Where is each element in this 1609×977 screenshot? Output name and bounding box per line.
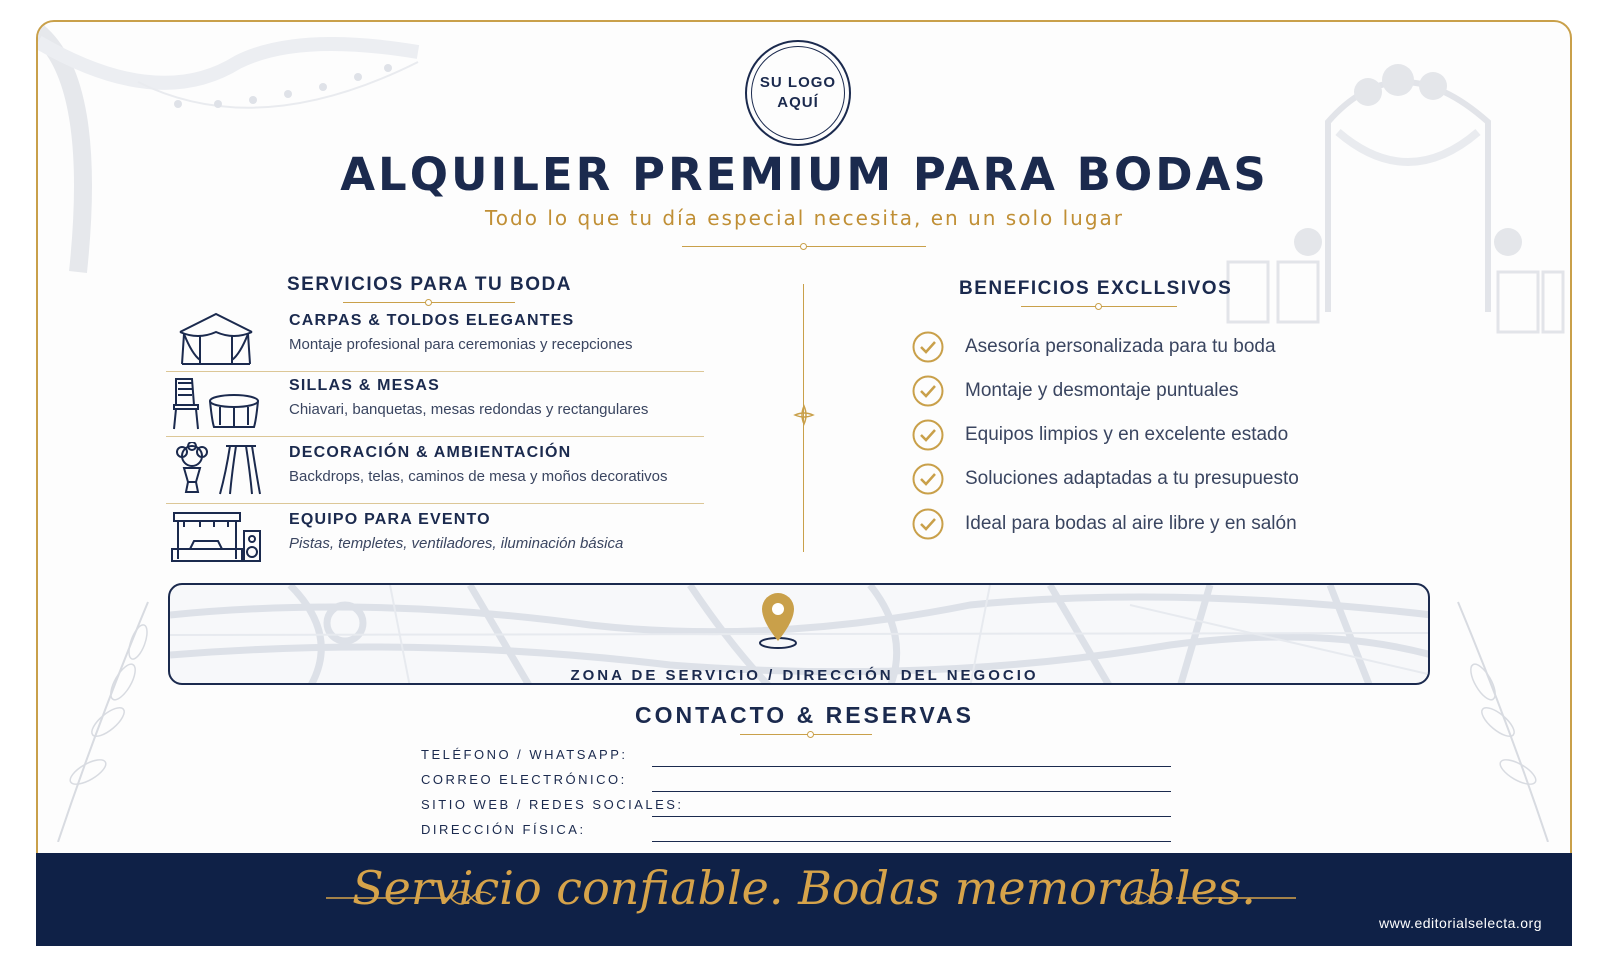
logo-line-2: AQUÍ [777,94,819,111]
service-name: SILLAS & MESAS [289,377,441,394]
tent-icon [170,310,262,366]
benefit-text: Asesoría personalizada para tu boda [965,336,1276,357]
check-circle-icon [912,463,944,495]
benefits-heading: BENEFICIOS EXCLLSIVOS [959,278,1233,299]
contact-divider-ornament [807,731,814,738]
check-circle-icon [912,375,944,407]
contact-heading-divider [740,734,872,735]
benefit-item [912,508,1472,544]
service-description: Chiavari, banquetas, mesas redondas y rectangulares [289,401,649,418]
service-item-chairs-tables [166,373,704,437]
phone-field[interactable] [421,743,1171,767]
service-description: Montaje profesional para ceremonias y recepciones [289,336,633,353]
email-field-line[interactable] [652,791,1171,792]
check-circle-icon [912,419,944,451]
service-separator [166,503,704,504]
divider-ornament-icon [793,404,815,426]
benefit-text: Equipos limpios y en excelente estado [965,424,1289,445]
website-field-label: SITIO WEB / REDES SOCIALES: [421,797,684,812]
phone-field-line[interactable] [652,766,1171,767]
logo-line-1: SU LOGO [759,74,837,91]
check-circle-icon [912,331,944,363]
website-field[interactable] [421,793,1171,817]
services-heading: SERVICIOS PARA TU BODA [287,274,572,295]
service-description: Pistas, templetes, ventiladores, iluminación básica [289,535,624,552]
contact-heading: CONTACTO & RESERVAS [635,702,974,728]
title-divider-ornament [800,243,807,250]
benefit-item [912,331,1472,367]
address-field-line[interactable] [652,841,1171,842]
check-circle-icon [912,508,944,540]
service-separator [166,371,704,372]
service-item-tents [166,308,704,372]
chair-table-icon [170,375,262,431]
phone-field-label: TELÉFONO / WHATSAPP: [421,747,628,762]
service-item-decoration [166,440,704,504]
footer-website[interactable]: www.editorialselecta.org [1379,915,1542,931]
benefits-divider-ornament [1095,303,1102,310]
footer-slogan: Servicio confiable. Bodas memorables. [352,861,1256,915]
service-name: CARPAS & TOLDOS ELEGANTES [289,312,575,329]
flourish-right-icon [1126,883,1296,913]
footer-banner [36,853,1572,946]
stage-speaker-icon [170,509,262,565]
service-name: DECORACIÓN & AMBIENTACIÓN [289,444,572,461]
service-name: EQUIPO PARA EVENTO [289,511,491,528]
service-item-equipment [166,507,704,571]
location-pin-icon [756,591,800,651]
page-title: ALQUILER PREMIUM PARA BODAS [340,148,1269,201]
map-label: ZONA DE SERVICIO / DIRECCIÓN DEL NEGOCIO [570,667,1039,684]
services-divider-ornament [425,299,432,306]
logo-placeholder [745,40,851,146]
address-field[interactable] [421,818,1171,842]
benefit-text: Soluciones adaptadas a tu presupuesto [965,468,1299,489]
floral-drape-icon [170,442,262,498]
benefit-item [912,419,1472,455]
benefit-text: Montaje y desmontaje puntuales [965,380,1239,401]
page-subtitle: Todo lo que tu día especial necesita, en un solo lugar [484,206,1125,230]
service-description: Backdrops, telas, caminos de mesa y moños decorativos [289,468,668,485]
email-field-label: CORREO ELECTRÓNICO: [421,772,627,787]
email-field[interactable] [421,768,1171,792]
address-field-label: DIRECCIÓN FÍSICA: [421,822,586,837]
website-field-line[interactable] [652,816,1171,817]
benefit-item [912,463,1472,499]
service-separator [166,436,704,437]
benefit-item [912,375,1472,411]
benefit-text: Ideal para bodas al aire libre y en salón [965,513,1297,534]
